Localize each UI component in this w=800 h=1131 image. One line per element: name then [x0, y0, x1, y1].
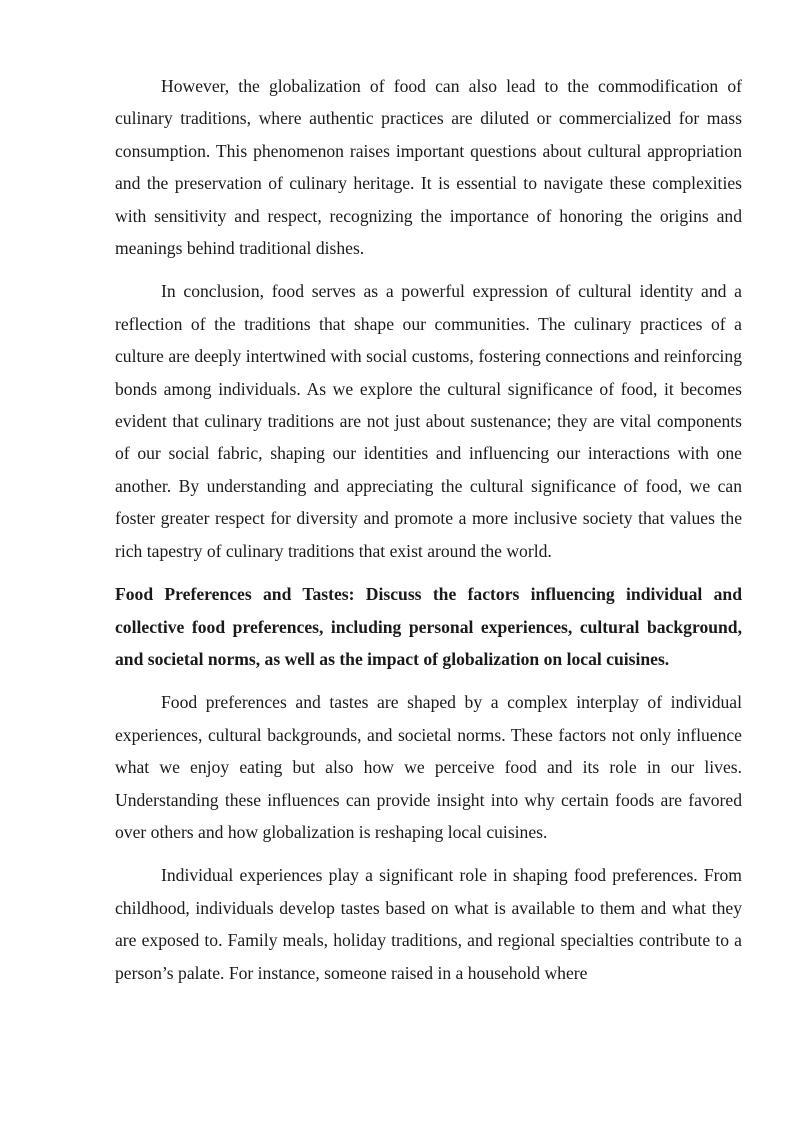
paragraph-globalization-commodification: However, the globalization of food can also lead to the commodification of culinary traditions, where authentic practices are diluted or commercialized for mass consumption. This phenomenon raises important questions about cultural appropriation and the preservation of culinary heritage. It is essential to navigate these complexities with sensitivity and respect, recognizing the importance of honoring the origins and meanings behind traditional dishes.: [115, 76, 742, 259]
section-heading: Food Preferences and Tastes: Discuss the factors influencing individual and collective food preferences, including personal experiences, cultural background, and societal norms, as well as the impact of globalization on local cuisines.: [115, 584, 742, 669]
paragraph-conclusion: In conclusion, food serves as a powerful expression of cultural identity and a reflection of the traditions that shape our communities. The culinary practices of a culture are deeply intertwined with social customs, fostering connections and reinforcing bonds among individuals. As we explore the cultural significance of food, it becomes evident that culinary traditions are not just about sustenance; they are vital components of our social fabric, shaping our identities and influencing our interactions with one another. By understanding and appreciating the cultural significance of food, we can foster greater respect for diversity and promote a more inclusive society that values the rich tapestry of culinary traditions that exist around the world.: [115, 281, 742, 561]
paragraph-individual-experiences: Individual experiences play a significant role in shaping food preferences. From childhood, individuals develop tastes based on what is available to them and what they are exposed to. Family meals, holiday traditions, and regional specialties contribute to a person’s palate. For instance, someone raised in a household where: [115, 865, 742, 983]
document-page: [115, 70, 742, 1000]
paragraph-food-preferences-intro: Food preferences and tastes are shaped by a complex interplay of individual experiences, cultural backgrounds, and societal norms. These factors not only influence what we enjoy eating but also how we perceive food and its role in our lives. Understanding these influences can provide insight into why certain foods are favored over others and how globalization is reshaping local cuisines.: [115, 692, 742, 842]
